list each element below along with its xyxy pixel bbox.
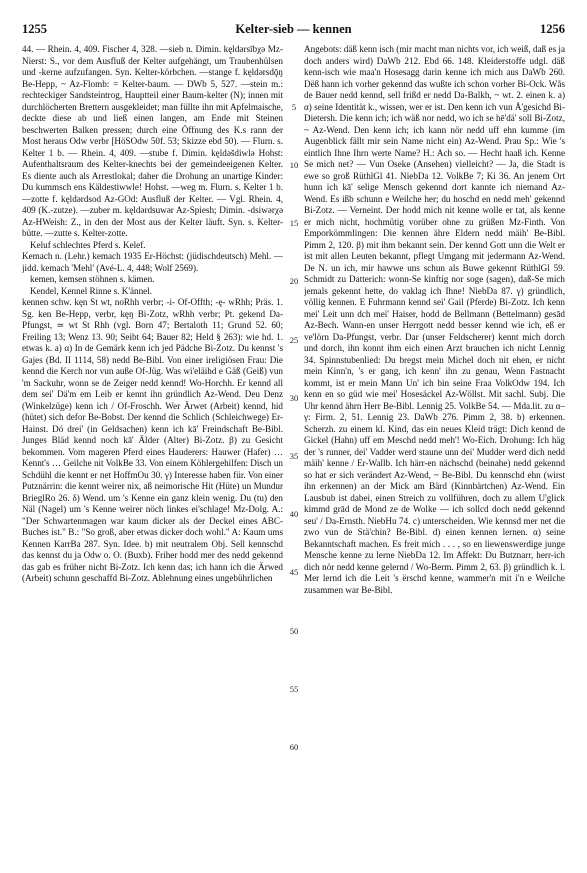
entry-keluf: Keluf schlechtes Pferd s. Kelef. bbox=[30, 239, 146, 250]
line-number: 10 bbox=[289, 160, 299, 170]
page-header bbox=[22, 22, 565, 40]
entry-kelter-compounds: 44. — Rhein. 4, 409. Fischer 4, 328. —sieb n. Dimin. kęldәrsībχə Mz-Nierst: S., vor dem Ausfluß der Kelter aufgehängt, um Traubenhülsen und -kerne aufzufangen. Syn. Kelter-körbchen. —stange f. kęldәrsdǭŋ Be-Hepp, ~ Az-Flomb: = Kelter-baum. — DWb 5, 527. —stein m.: rechteckiger Sandsteintrog, Hauptteil einer Baum-kelter (N); innen mit durchlöcherten Brettern ausgekleidet; man füllte ihn mit Apfelmaische, deckte diese ab und ließ einen langen, am Ende mit Steinen beschwerten Balken pressen; durch eine Öffnung des K.s rann der Most heraus Odw verbr [HöSOdw 50f. 53; Skizze ebd 50). — Flurn. s. Kelter 1 b. — Rhein. 4, 409. —stube f. Dimin. kęldәšdiwlə Hohst: Aufenthaltsraum des Kelter-knechts bei der gemeindeeigenen Kelter. Es diente auch als Arrestlokal; daher die Drohung an unartige Kinder: Du kummsch ens Käldestiwwle! Hohst. —weg m. Flurn. s. Kelter 1 b. —zotte f. kęldәrdsod Az-GOd: Ausfluß der Kelter. — Vgl. Rhein. 4, 409 (K.-zutze). —zuber m. kęldәrdsuwәr Az-Spiesh; Dimin. -dsiwәrχə Az-HWeish: Z., in den der Most aus der Kelter läuft. Syn. s. Kelter-bütte. —zutte s. Kelter-zotte. bbox=[22, 44, 283, 238]
running-title: Kelter-sieb — kennen bbox=[235, 22, 352, 36]
left-column bbox=[22, 44, 283, 867]
line-number: 5 bbox=[291, 102, 297, 112]
line-number: 45 bbox=[289, 567, 299, 577]
entry-kemach: Kemach n. (Lehr.) kemach 1935 Er-Höchst: (jüdischdeutsch) Mehl. — jidd. kemach 'Mehl' (Avé-L. 4, 448; Wolf 2569). bbox=[22, 251, 283, 273]
line-number: 35 bbox=[289, 451, 299, 461]
line-number-gutter bbox=[284, 44, 304, 867]
entry-kendel: Kendel, Kennel Rinne s. K'ännel. bbox=[30, 285, 153, 296]
entry-kennen-continued: Angebots: däß kenn isch (mir macht man nichts vor, ich weiß, daß es ja doch anders wird) DaWb 212. Ebd 66. 148. Kleiderstoffe udgl. däß kenn-isch wie maa'n Hosesagg darin kenne ich mich aus DaWb 260. Dëß hann ich vorher gekennd das wußte ich schon vorher Bi-Ock. Wås de Bauer nedd kennd, sell frißd er nedd Da-Balkh, ~ wt. 2. einen k. a) α) seine Identität k., wissen, wer er ist. Den kenn ich vun Å'gesichd Bi-Dietersh. Die kenn ich; ich wäß nor nedd, wo ich se hē'dä' soll Bi-Zotz, ~ Az-Wend. Den kenn ich; ich kann nör nedd uff ehn kumme (im Augenblick fällt mir sein Name nicht ein) Az-Wend. Prau Sp.: Wie 's eintlich Ihne Ihrn werte Name? H.: Ach so. — Hecht haaß ich. Kenne Se mich net? — Vun Oseke (Ansehen) vielleicht? — Ja, die Stadt is ewe so groß RüthlGl 41. NiebDa 12. VolkBe 7; Ki 36. An jenem Ort hunn ich kā' selige Mensch gekennd dort kannte ich niemand Az-Wend. Es ißb schunn e Weilche her; du hoschd en nedd meh' gekennd Bi-Zotz. — Verneint. Der hodd mich nit kenne wolle er tat, als kenne er mich nicht, hochmütig vorüber ohne zu grüßen Mz-Finth. Von Emporkömmlingen: Die kennen ähre Eldern nedd mäih' Be-Bibl. Pimm 2, 120. β) mit ihm bekannt sein. Der kennd Gott unn die Welt er ist mit allen Leuten bekannt, pflegt Umgang mit jedermann Az-Wend. De N. un ich, mir hawwe uns schun als Buwe gekennt RüthlGl 59. Schmidt zu Datterich: wonn-Se kinftig nor soge (sagen), daß-Se mich jemals gekennt hette, do vaklag ich Ihne! NiebDa 87. γ) gründlich, völlig kennen. E Fuhrmann kennd sei' Gail (Pferde) Bi-Zotz. Ich kenn mei' Leit unn dch mei' Haiser, hodd de Bellmann (Bettelmann) gesād Az-Bech. Wann-en unser Herrgott nedd besser kennd wie ich, eß er ve'lörn Da-Pfungst, verbr. Dar (unser Feldscherer) kennt mich dorch und dorch, ihn konnt ihm eich einen Arzt brauchen ich nicht Lennig 34. Spinnstubenlied: Du bregst mein Michel doch nit ehen, er nicht mein Kinn'n, 's er gang, ich kenn' ihn zu genau, Wenn Fastnacht kommt, ist er mein Mann Un' ich bin seine Fraa VolkOdw 194. Ich kenn en so güd wie mei' Hosesäckel Az-Wöllst. Mit sachl. Subj. Die Uhr kennd ährn Herr Be-Bibl. Lennig 25. VolkBe 54. — Mda.lit. zu α–γ: Firm. 2, 51. Lennig 23. DaWb 276. Pimm 2, 38. b) erkennen. Scherzh. zu einem kl. Kind, das ein neues Kleid trägt: Dich kennd de Gickel (Hahn) uff em Meschd nedd meh'! Wo-Eich. Drohung: Ich häg der 's runner, dei' Vadder werd staune unn dei' Mudder werd dich nedd mäih' kenne / Er-Wallb. Ich härr-en nächschd (beinahe) nedd gekennd so hat er sich verändert Az-Wend, ~ Be-Bibl. Du kennschd ehn (wirst ihn erkennen) an der Mick am Bärd (Kinnbärtchen) Az-Wend. Ein Lausbub ist dabei, einen Streich zu vollführen, doch zu allem U'glick kimmd grād de Mond ze de Wolke — ich sollcd doch nedd gekennd seu' / Da-Ernsth. NiebHu 74. c) unterscheiden. Wie kennsd mer net die zwo vun de Stä'chin? Be-Bibl. d) einen kennen lernen. α) seine Bekanntschaft machen. Es freit mich . . . , so en liewenswerdige junge Mensche kenne zu lerne NiebDa 12. Im Affekt: Du Butznarr, herr-ich dich nör nedd kenne gelernd / Wo-Berm. Pimm 2, 63. β) gründlich k. l. Mer lernd ich die Leit 's ërschd kenne, wammer'n mit i'n e Weilche zusammen war Be-Bibl. bbox=[304, 44, 565, 595]
right-column bbox=[304, 44, 565, 867]
right-page-number: 1256 bbox=[540, 22, 565, 36]
line-number: 50 bbox=[289, 626, 299, 636]
line-number: 20 bbox=[289, 276, 299, 286]
left-page-number: 1255 bbox=[22, 22, 47, 36]
line-number: 25 bbox=[289, 335, 299, 345]
line-number: 55 bbox=[289, 684, 299, 694]
line-number: 15 bbox=[289, 218, 299, 228]
entry-kennen: kennen schw. kęn St wt, noRhh verbr; -i- Of-Offth; -ę- wRhh; Präs. 1. Sg. ken Be-Hepp, verbr, kęŋ Bi-Zotz, wRhh verbr; Pt. gekend Da-Pfungst, ≃ wt St Rhh (vgl. Born 47; Bertaloth 11; Grund 52. 60; Freiling 13; Wenz 13. 90; Seibt 64; Bauer 82; Held § 263): wie hd. 1. etwas k. a) α) In de Gemärk kenn ich jed Pädche Bi-Zotz. Du kennst 's Gajes (Bd. II 1114, 58) nedd Be-Bibl. Von einer ireligiösen Frau: Die kennd die Kerch nor vun auße Of-Jüg. Was wi'eläihd e Gäß (Geiß) vun 'm Sackuhr, wonn se de Zeiger nedd kennd! Wo-Horchh. Er kennd all dem sei' Dä'm em Leib er kennt ihn gründlich Az-Wend. Deu Denz (Winkelzüge) kenn ich / Of-Froschh. Wer Ärwet (Arbeit) kennd, hid (hütet) sich defor Be-Bobst. Der kennd die Schlich (Schleichwege) Er-Hainst. Dó drei' (in Geldsachen) kenn ich kā' Freindschaft Be-Bibl. Junges Bläd kennd noch kā' Älder (Alter) Bi-Zotz. β) zu Gesicht bekommen. Vom mageren Pferd eines Hauderers: Hauwer (Hafer) … Kennt's … Geilche nit VolkBe 33. Von einem Köhlergehilfen: Disch un Schdühl die kennt er net HoffmOu 30. γ) Interesse haben für. Von einer Putznärrin: die kennt weirer nix, aß neimorische Hit (Hüte) un Mundur BrieglRo 26. δ) Wend. um 's Kenne ein ganz klein wenig. Du (tu) den Näl (Nagel) um 's Kenne weirer nöch linkes ei'schlage! Mz-Dolg. A.: "Der Schwartenmagen war kaum dicker als der Deckel eines ABC-Buches ist." B.: "So groß, aber etwas dicker doch wohl." A: Kaum ums Kennen KarrBa 287. Syn. Idee. b) mit neutralem Obj. Sell kennschd das kennst du ja Odw o. O. (Buxb). Friher hodd mer des nedd gekennd das gab es früher nicht Bi-Zotz. Ich kenn das; ich hann ich die Ärwed (Arbeit) schunn geschaffd Bi-Zotz. Ablehnung eines ungebührlichen bbox=[22, 297, 283, 583]
line-number: 60 bbox=[289, 742, 299, 752]
line-number: 30 bbox=[289, 393, 299, 403]
two-column-body bbox=[22, 44, 565, 867]
entry-kemen: kemen, kemsen stöhnen s. kämen. bbox=[30, 274, 155, 284]
line-number: 40 bbox=[289, 509, 299, 519]
